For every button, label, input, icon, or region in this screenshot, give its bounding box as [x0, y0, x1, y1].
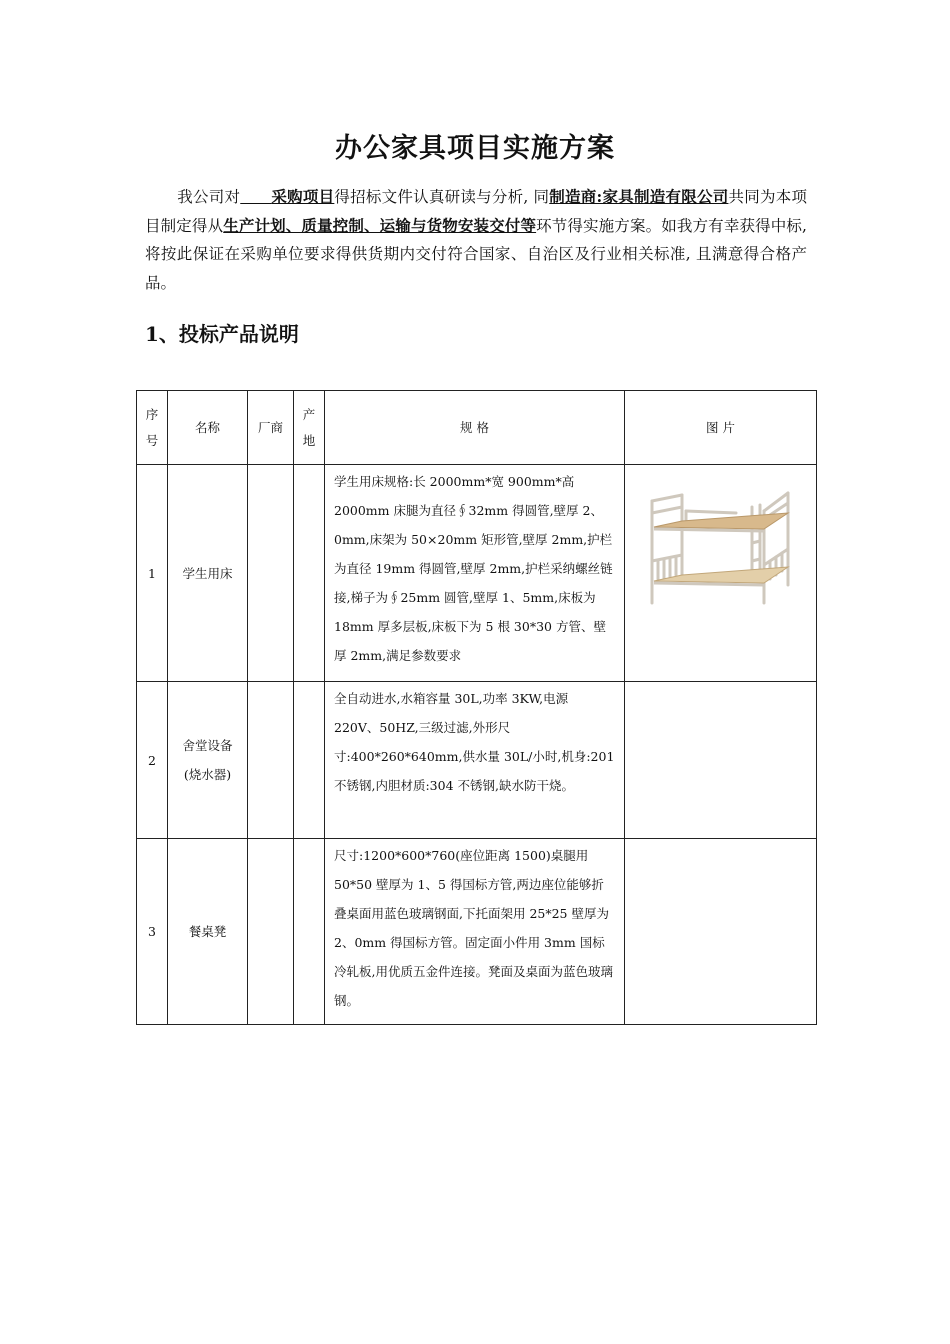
header-spec: 规 格 — [325, 391, 625, 465]
row-origin — [294, 839, 325, 1025]
header-no: 序 号 — [137, 391, 168, 465]
section-heading: 1、投标产品说明 — [145, 322, 299, 346]
project-blank — [240, 188, 334, 206]
row-name: 舍堂设备 (烧水器) — [168, 682, 248, 839]
row-no: 3 — [137, 839, 168, 1025]
page-title: 办公家具项目实施方案 — [335, 133, 615, 164]
bunk-bed-icon — [646, 491, 796, 607]
product-table — [136, 390, 817, 1025]
row-image — [625, 465, 817, 682]
intro-text-4: 环节得实施方案。如我方有幸获得中标, 将按此保证在采购单位要求得供货期内交付符合国家、自治区及行业相关标准, 且满意得合格产品。 — [145, 216, 807, 292]
header-name: 名称 — [168, 391, 248, 465]
row-spec: 学生用床规格:长 2000mm*宽 900mm*高 2000mm 床腿为直径∮32mm 得圆管,壁厚 2、0mm,床架为 50×20mm 矩形管,壁厚 2mm,护栏为直径 19mm 得圆管,壁厚 2mm,护栏采纳螺丝链接,梯子为∮25mm 圆管,壁厚 1、5mm,床板为 18mm 厚多层板,床板下为 5 根 30*30 方管、壁厚 2mm,满足参数要求 — [325, 465, 625, 682]
intro-text-1: 我公司对 — [177, 188, 241, 206]
table-row — [137, 682, 817, 839]
intro-paragraph — [145, 183, 807, 297]
header-origin: 产 地 — [294, 391, 325, 465]
header-image: 图 片 — [625, 391, 817, 465]
row-name: 餐桌凳 — [168, 839, 248, 1025]
process-stages: 生产计划、质量控制、运输与货物安装交付等 — [223, 215, 537, 235]
row-no: 2 — [137, 682, 168, 839]
manufacturer-name: 制造商:家具制造有限公司 — [549, 187, 729, 206]
table-row — [137, 839, 817, 1025]
intro-text-3: 共同为本项目制定得从 — [145, 188, 807, 235]
row-origin — [294, 465, 325, 682]
row-no: 1 — [137, 465, 168, 682]
header-maker: 厂商 — [248, 391, 294, 465]
intro-text-2: 得招标文件认真研读与分析, 同 — [334, 188, 550, 206]
row-spec: 尺寸:1200*600*760(座位距离 1500)桌腿用 50*50 壁厚为 1、5 得国标方管,两边座位能够折叠桌面用蓝色玻璃钢面,下托面架用 25*25 壁厚为 2、0mm 得国标方管。固定面小件用 3mm 国标冷轧板,用优质五金件连接。凳面及桌面为蓝色玻璃钢。 — [325, 839, 625, 1025]
row-maker — [248, 465, 294, 682]
table-header-row — [137, 391, 817, 465]
row-image — [625, 682, 817, 839]
row-origin — [294, 682, 325, 839]
project-name: 采购项目 — [271, 187, 335, 206]
table-row — [137, 465, 817, 682]
row-name: 学生用床 — [168, 465, 248, 682]
row-spec: 全自动进水,水箱容量 30L,功率 3KW,电源 220V、50HZ,三级过滤,外形尺寸:400*260*640mm,供水量 30L/小时,机身:201 不锈钢,内胆材质:304 不锈钢,缺水防干烧。 — [325, 682, 625, 839]
row-maker — [248, 839, 294, 1025]
row-image — [625, 839, 817, 1025]
row-maker — [248, 682, 294, 839]
